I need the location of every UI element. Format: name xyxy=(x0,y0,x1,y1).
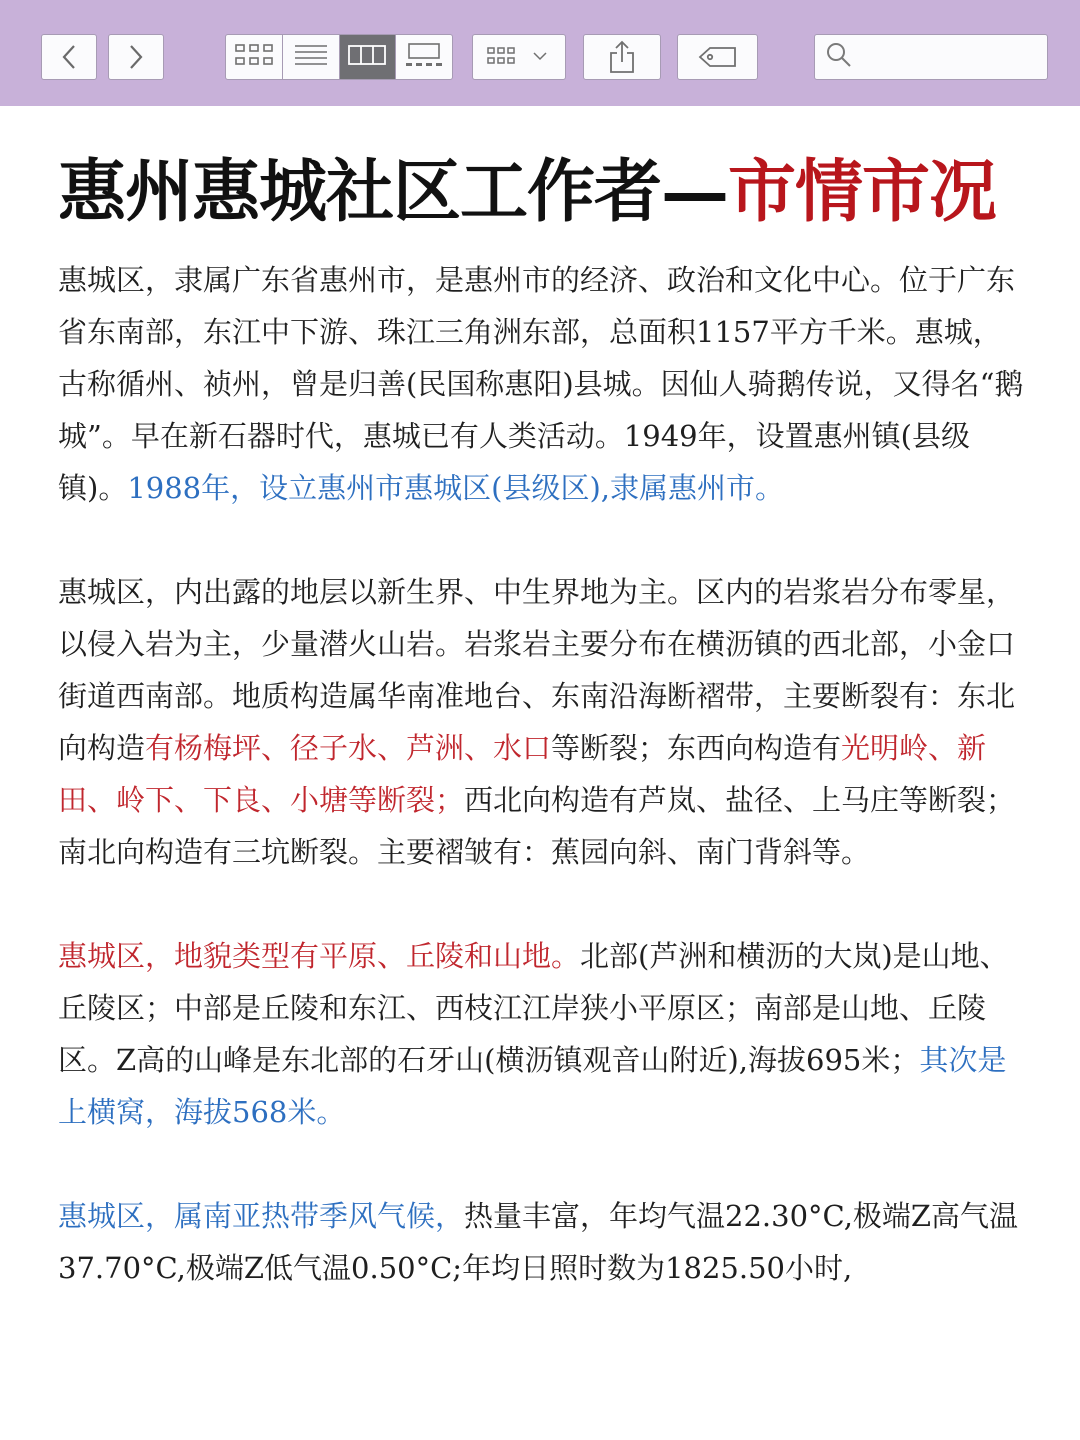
paragraph-spacer xyxy=(58,878,1028,930)
overview-text: 惠城区，隶属广东省惠州市，是惠州市的经济、政治和文化中心。位于广东省东南部，东江中下游、珠江三角洲东部，总面积1157平方千米。惠城，古称循州、祯州，曾是归善(民国称惠阳)县城。因仙人骑鹅传说，又得名“鹅城”。早在新石器时代，惠城已有人类活动。1949年，设置惠州镇(县级镇)。 xyxy=(58,263,1024,505)
list-view-icon xyxy=(294,43,328,71)
column-view-button[interactable] xyxy=(340,35,397,79)
geology-text-a: 惠城区，内出露的地层以新生界、中生界地为主。区内的岩浆岩分布零星，以侵入岩为主，少量潜火山岩。岩浆岩主要分布在横沥镇的西北部，小金口街道西南部。地质构造属华南准地台、东南沿海断褶带，主要断裂有：东北向构造 xyxy=(58,575,1016,765)
grid-view-icon xyxy=(234,42,274,72)
tag-button[interactable] xyxy=(677,34,758,80)
paragraph-spacer xyxy=(58,1138,1028,1190)
chevron-right-icon xyxy=(126,44,146,70)
chevron-left-icon xyxy=(59,44,79,70)
toolbar xyxy=(0,0,1080,106)
search-field[interactable] xyxy=(814,34,1048,80)
gallery-view-icon xyxy=(404,42,444,72)
geology-highlight-ne: 有杨梅坪、径子水、芦洲、水口 xyxy=(145,731,552,765)
forward-button[interactable] xyxy=(108,34,164,80)
share-button[interactable] xyxy=(583,34,661,80)
paragraph-overview xyxy=(58,254,1028,514)
climate-text: 热量丰富，年均气温22.30°C,极端Z高气温37.70°C,极端Z低气温0.50°C;年均日照时数为1825.50小时, xyxy=(58,1199,1019,1285)
group-by-button[interactable] xyxy=(472,34,566,80)
column-view-icon xyxy=(348,43,386,71)
landform-second-peak: 其次是上横窝，海拔568米。 xyxy=(58,1043,1007,1129)
title-main: 惠州惠城社区工作者— xyxy=(58,152,729,232)
search-input[interactable] xyxy=(861,36,1047,78)
paragraph-landform xyxy=(58,930,1028,1138)
search-icon xyxy=(825,41,853,73)
tag-icon xyxy=(698,45,738,69)
landform-highlight: 惠城区，地貌类型有平原、丘陵和山地。 xyxy=(58,939,581,973)
title-accent: 市情市况 xyxy=(728,152,997,232)
grid-view-button[interactable] xyxy=(226,35,283,79)
back-button[interactable] xyxy=(41,34,97,80)
share-icon xyxy=(607,40,637,74)
landform-text: 北部(芦洲和横沥的大岚)是山地、丘陵区；中部是丘陵和东江、西枝江江岸狭小平原区；南部是山地、丘陵区。Z高的山峰是东北部的石牙山(横沥镇观音山附近),海拔695米； xyxy=(58,939,1009,1077)
paragraph-spacer xyxy=(58,514,1028,566)
list-view-button[interactable] xyxy=(283,35,340,79)
overview-highlight: 1988年，设立惠州市惠城区(县级区),隶属惠州市。 xyxy=(127,471,784,505)
paragraph-geology xyxy=(58,566,1028,878)
gallery-view-button[interactable] xyxy=(396,35,452,79)
page-title xyxy=(58,140,1028,244)
paragraph-climate xyxy=(58,1190,1028,1294)
article xyxy=(58,140,1028,1294)
geology-text-b: 等断裂；东西向构造有 xyxy=(551,731,842,765)
geology-highlight-ew: 光明岭、新田、岭下、下良、小塘等断裂； xyxy=(58,731,987,817)
view-mode-segmented-control xyxy=(225,34,453,80)
group-by-icon xyxy=(484,44,554,70)
climate-highlight: 惠城区，属南亚热带季风气候， xyxy=(58,1199,465,1233)
geology-text-c: 西北向构造有芦岚、盐径、上马庄等断裂；南北向构造有三坑断裂。主要褶皱有：蕉园向斜、南门背斜等。 xyxy=(58,783,1016,869)
